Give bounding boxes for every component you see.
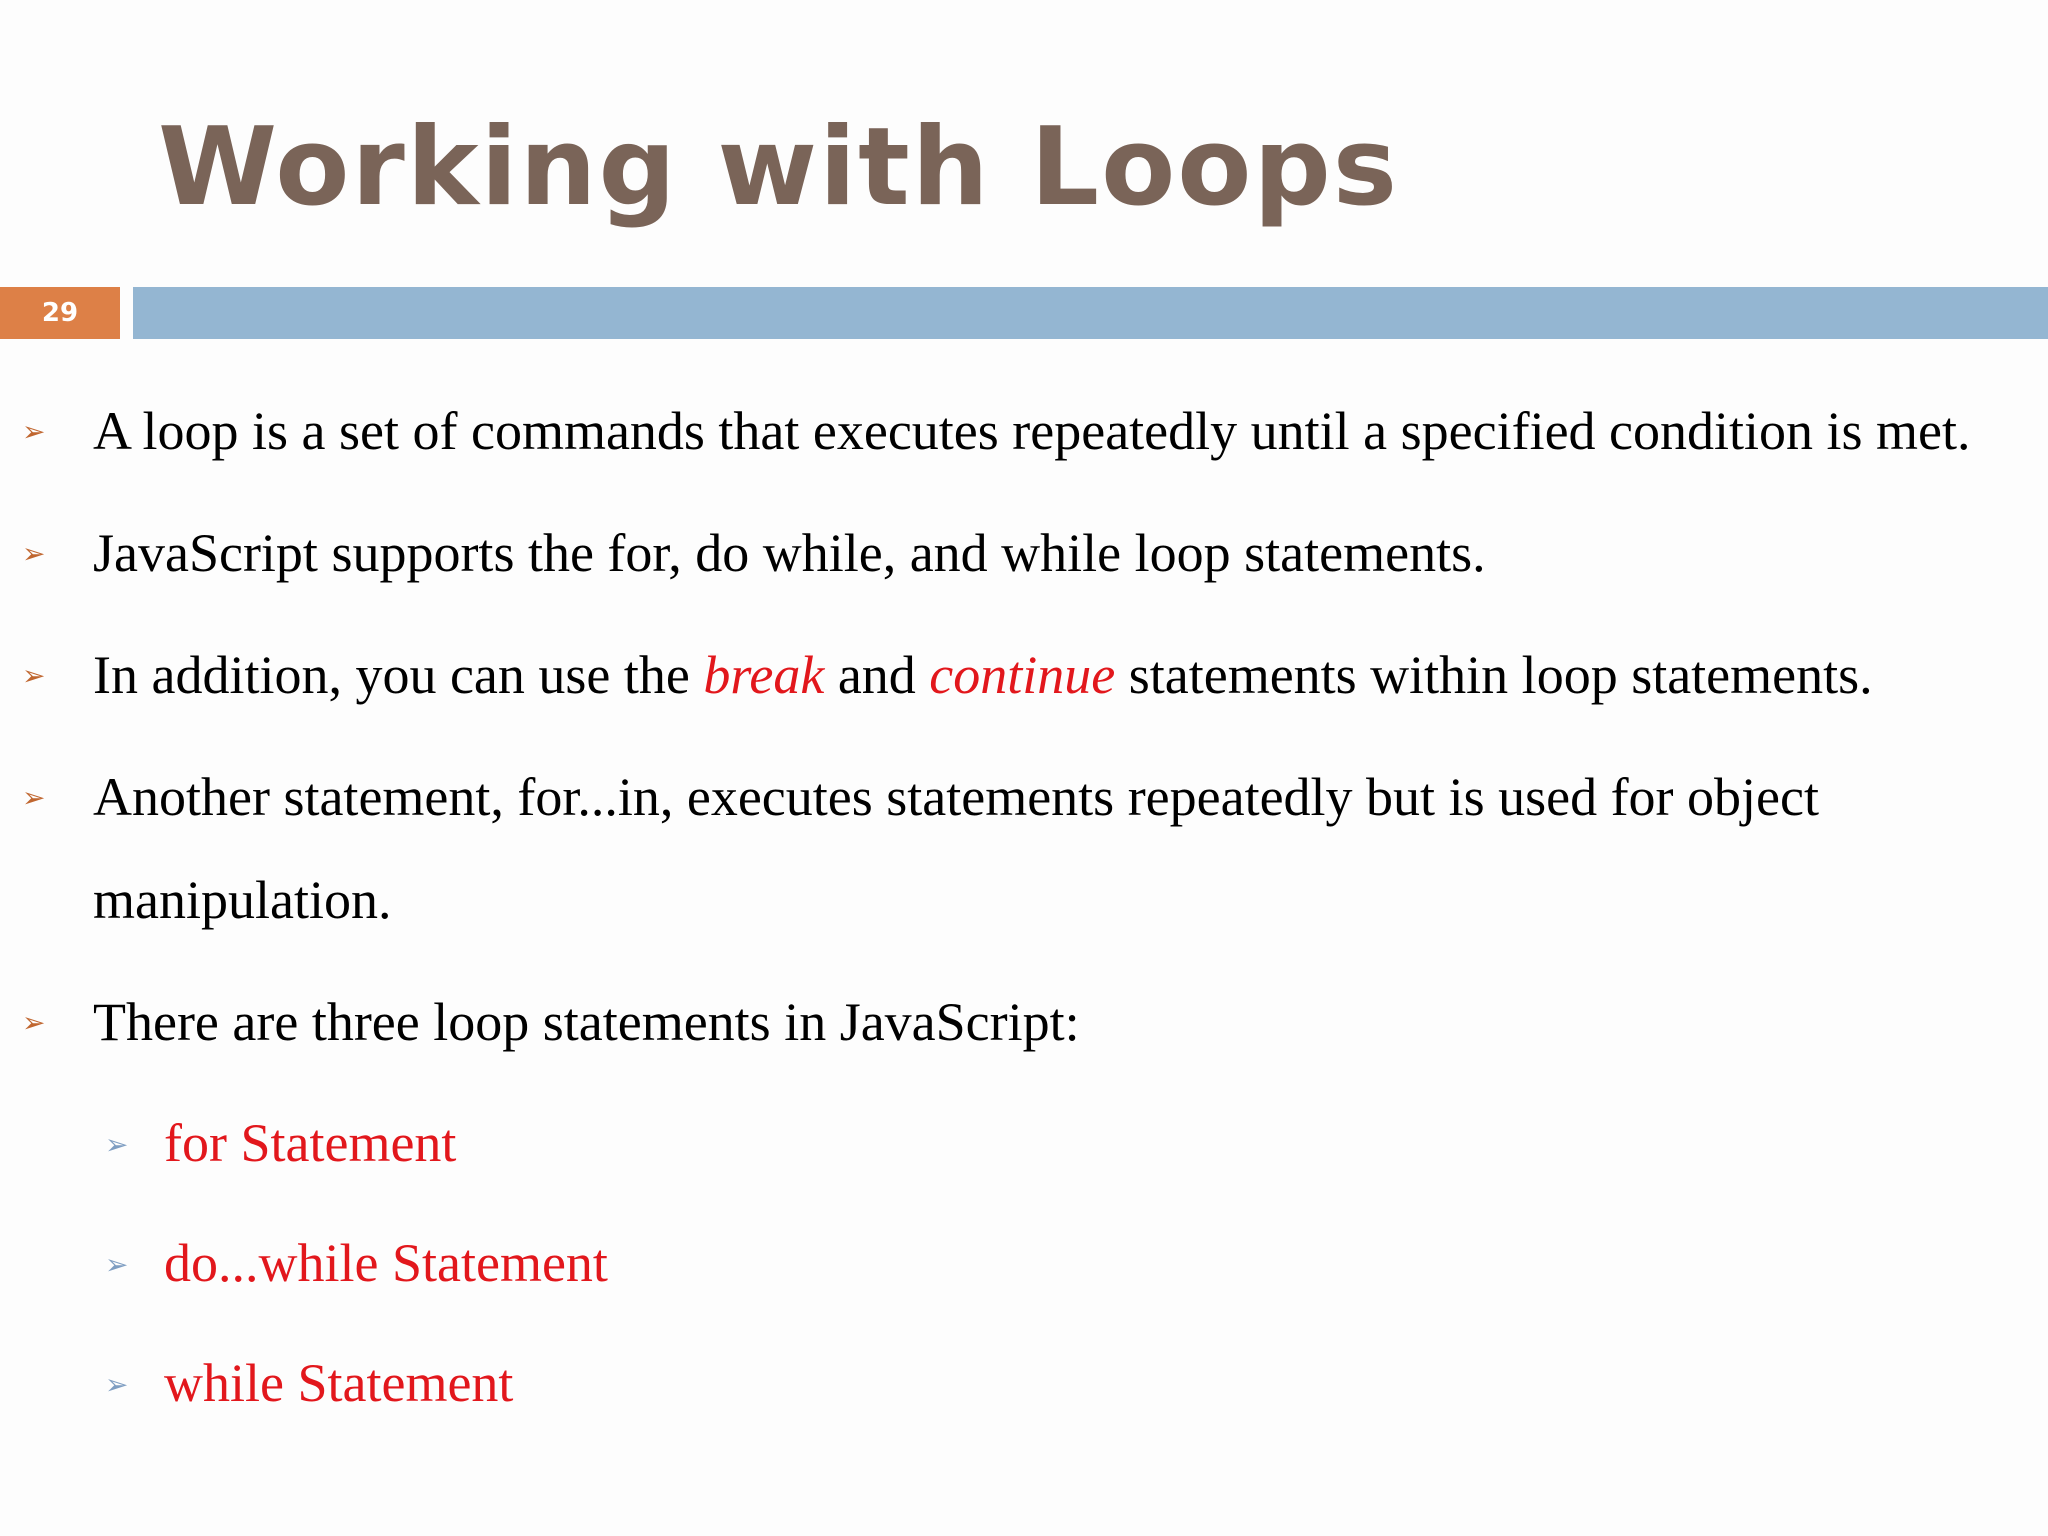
slide-number: 29 [0,287,120,339]
arrowhead-sub-bullet-icon: ➢ [105,1248,129,1281]
bullet-item [0,971,1983,1074]
bullet-text: and [824,645,930,705]
sub-bullet-item [0,1093,2048,1193]
keyword-continue: continue [929,645,1116,705]
arrowhead-sub-bullet-icon: ➢ [105,1368,129,1401]
bullet-text: Another statement, for...in, executes statements repeatedly but is used for object manipulation. [93,767,1819,930]
bullet-text: There are three loop statements in JavaScript: [93,992,1080,1052]
sub-bullet-text: for Statement [164,1113,457,1173]
bullet-item [0,502,1983,605]
sub-bullet-text: while Statement [164,1353,514,1413]
keyword-break: break [703,645,825,705]
slide-content [0,380,2048,1453]
bullet-item [0,746,1983,952]
arrowhead-bullet-icon: ➢ [22,537,46,570]
bullet-item [0,624,1983,727]
arrowhead-bullet-icon: ➢ [22,781,46,814]
arrowhead-bullet-icon: ➢ [22,659,46,692]
sub-bullet-text: do...while Statement [164,1233,608,1293]
bullet-text: In addition, you can use the [93,645,704,705]
bullet-item [0,380,1983,483]
sub-bullet-item [0,1333,2048,1433]
bullet-text: A loop is a set of commands that executes repeatedly until a specified condition is met. [93,401,1971,461]
slide-title: Working with Loops [158,105,1400,230]
arrowhead-sub-bullet-icon: ➢ [105,1128,129,1161]
arrowhead-bullet-icon: ➢ [22,1006,46,1039]
bullet-text: statements within loop statements. [1115,645,1873,705]
bullet-text: JavaScript supports the for, do while, and while loop statements. [93,523,1486,583]
arrowhead-bullet-icon: ➢ [22,415,46,448]
sub-bullet-item [0,1213,2048,1313]
header-divider-bar [133,287,2048,339]
